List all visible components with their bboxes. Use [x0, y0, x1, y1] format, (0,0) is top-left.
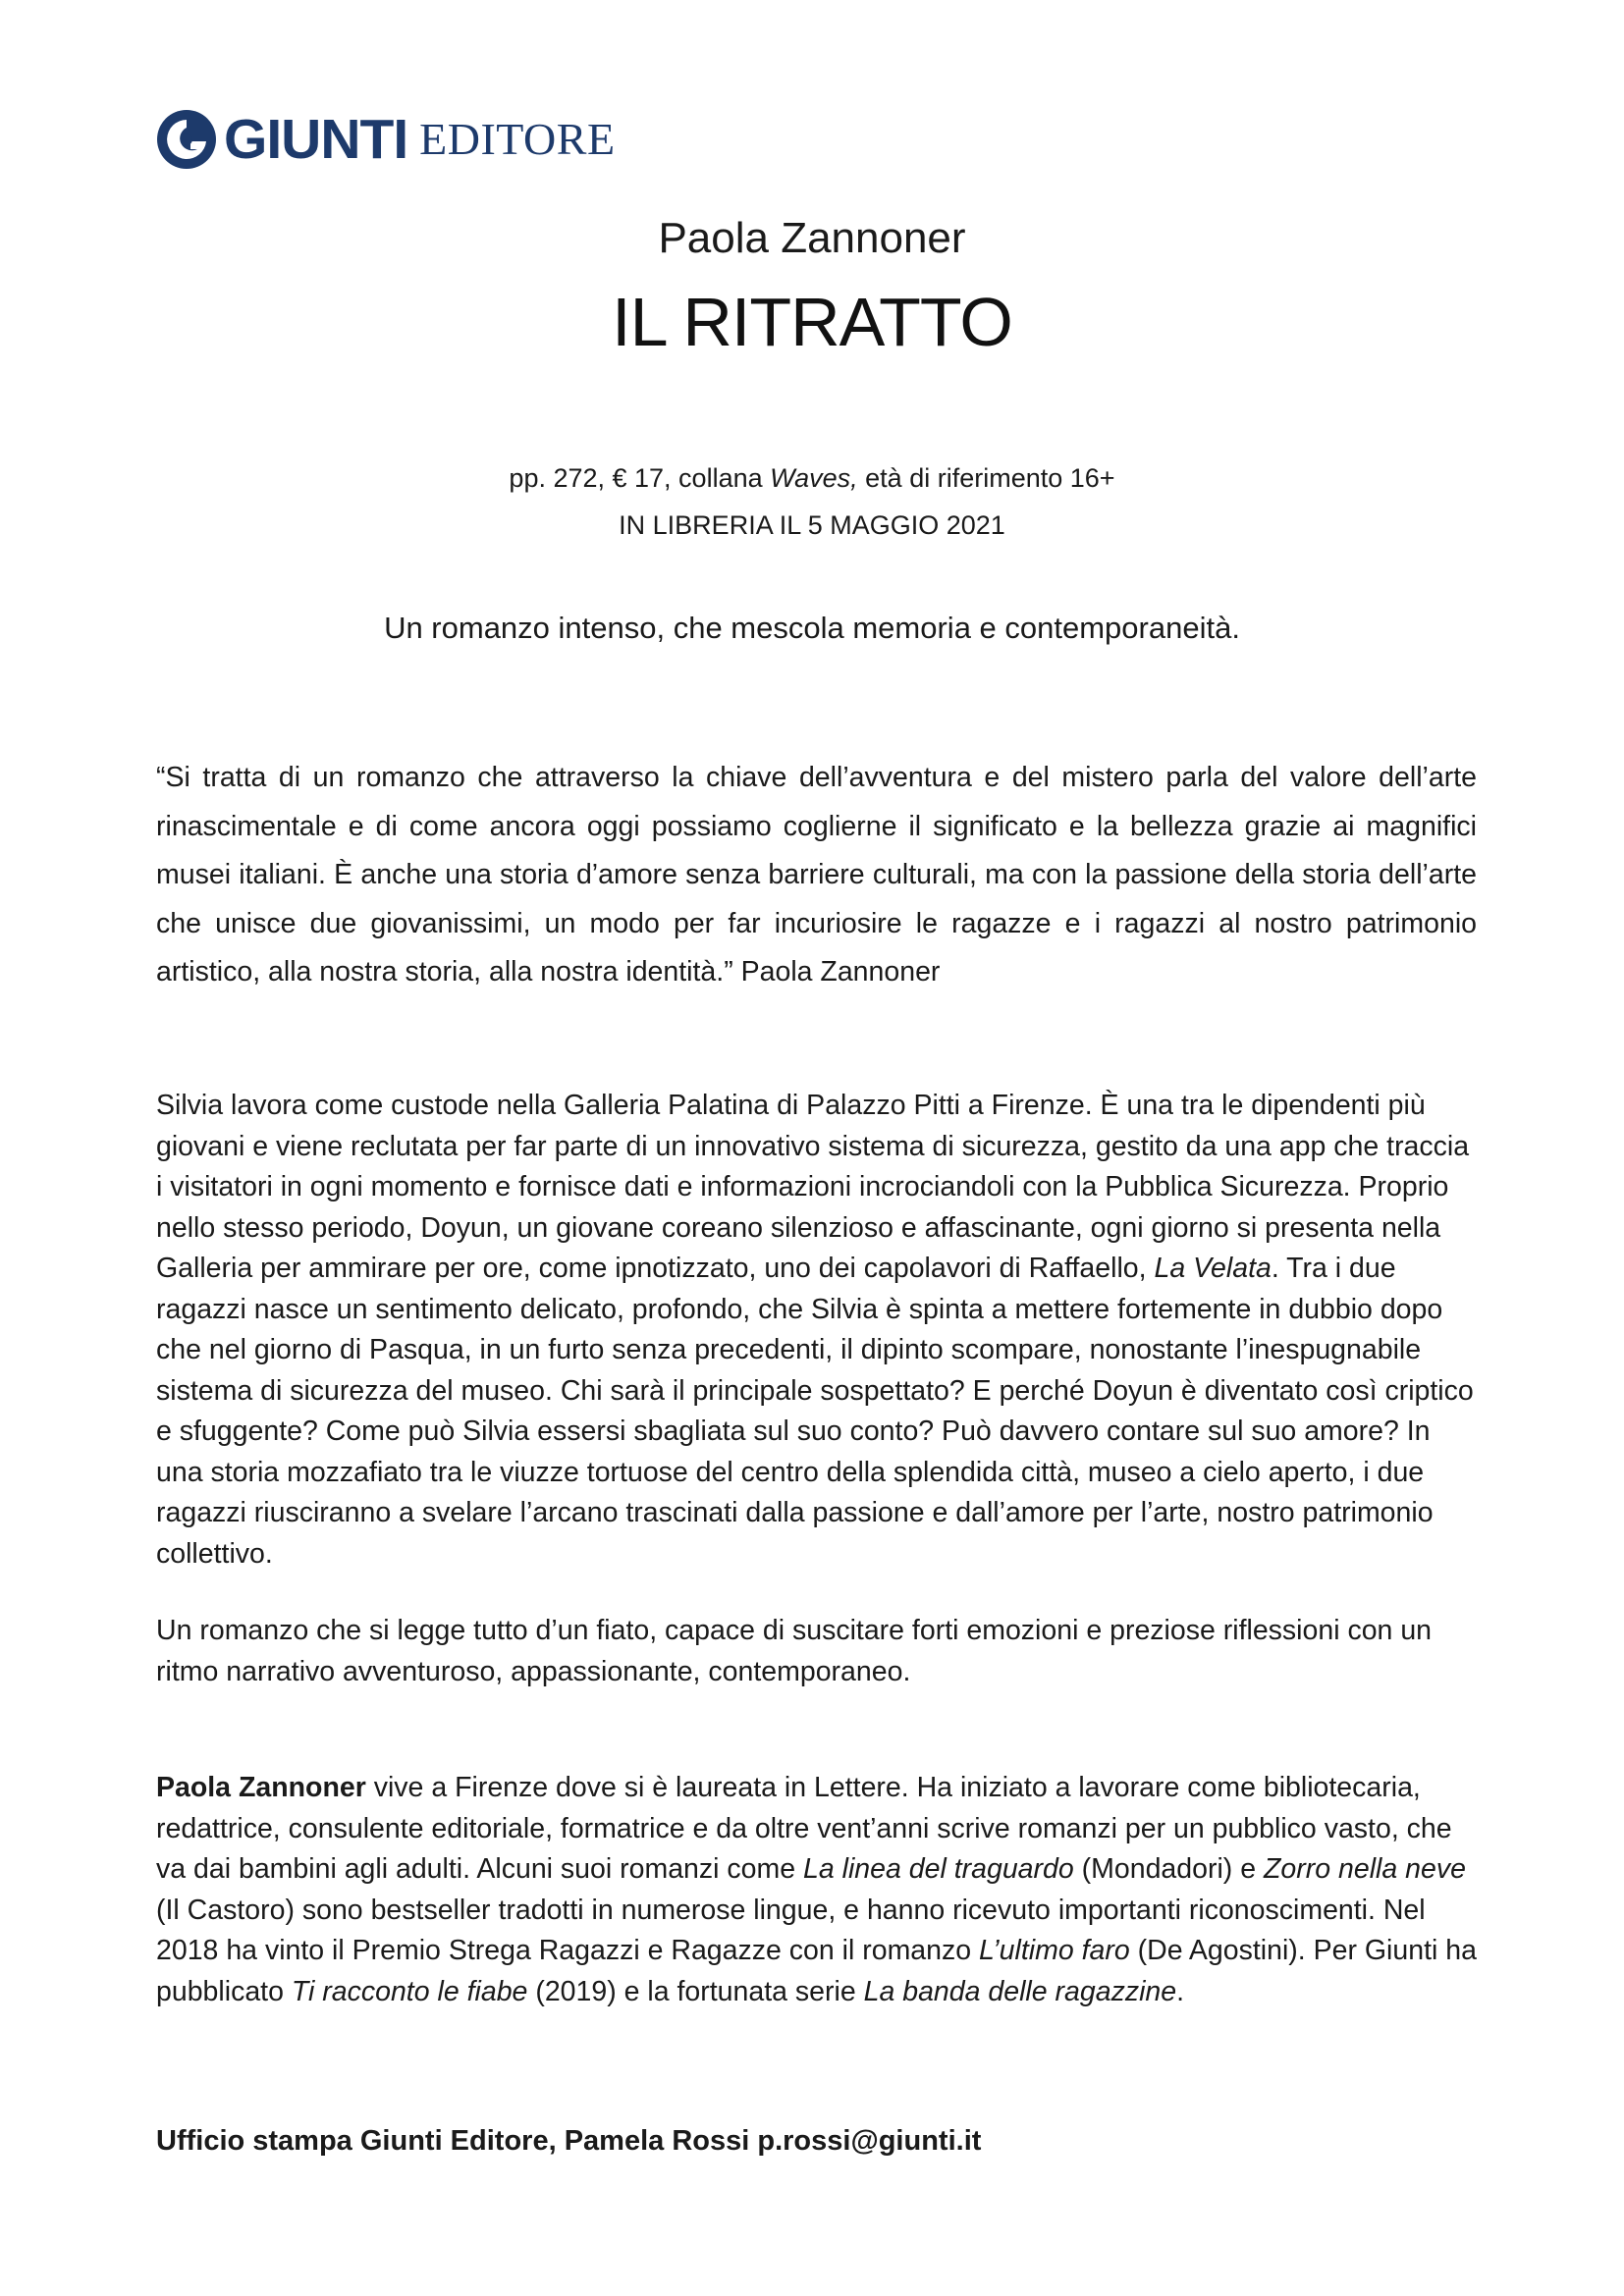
book-details	[0, 463, 1624, 494]
bio-book-title: Zorro nella neve	[1264, 1853, 1466, 1885]
book-author: Paola Zannoner	[658, 214, 966, 262]
book-details-post: età di riferimento 16+	[857, 463, 1115, 493]
press-contact: Ufficio stampa Giunti Editore, Pamela Rossi p.rossi@giunti.it	[156, 2125, 982, 2157]
bio-text: (Il Castoro) sono bestseller tradotti in numerose lingue, e hanno ricevuto importanti riconoscimenti. Nel 2018 ha vinto il Premio Strega Ragazzi e Ragazze con il romanzo	[156, 1894, 1426, 1966]
bio-book-title: L’ultimo faro	[979, 1935, 1130, 1966]
bio-text: (Mondadori) e	[1073, 1853, 1264, 1885]
series-name: Waves,	[770, 463, 858, 493]
bio-author-name: Paola Zannoner	[156, 1772, 366, 1803]
bio-text: (2019) e la fortunata serie	[527, 1975, 864, 2007]
bio-book-title: La banda delle ragazzine	[863, 1975, 1177, 2007]
g-swirl-icon	[155, 108, 218, 171]
bio-text: vive a Firenze dove si è laureata in Lettere. Ha iniziato a lavorare come bibliotecaria, redattrice, consulente editoriale, formatrice e da oltre vent’anni scrive romanzi per un pubblico vasto, che va dai bambini agli adulti. Alcuni suoi romanzi come	[156, 1772, 1452, 1885]
logo-wordmark: GIUNTI	[224, 107, 408, 171]
release-date: IN LIBRERIA IL 5 MAGGIO 2021	[619, 510, 1005, 540]
synopsis-text-1: Silvia lavora come custode nella Galleria Palatina di Palazzo Pitti a Firenze. È una tra le dipendenti più giovani e viene reclutata per far parte di un innovativo sistema di sicurezza, gestito da una app che traccia i visitatori in ogni momento e fornisce dati e informazioni incrociandoli con la Pubblica Sicurezza. Proprio nello stesso periodo, Doyun, un giovane coreano silenzioso e affascinante, ogni giorno si presenta nella Galleria per ammirare per ore, come ipnotizzato, uno dei capolavori di Raffaello,	[156, 1090, 1470, 1284]
author-quote: “Si tratta di un romanzo che attraverso la chiave dell’avventura e del mistero parla del valore dell’arte rinascimentale e di come ancora oggi possiamo coglierne il significato e la bellezza grazie ai magnifici musei italiani. È anche una storia d’amore senza barriere culturali, ma con la passione della storia dell’arte che unisce due giovanissimi, un modo per far incuriosire le ragazze e i ragazzi al nostro patrimonio artistico, alla nostra storia, alla nostra identità.” Paola Zannoner	[156, 762, 1477, 988]
book-title: IL RITRATTO	[612, 284, 1012, 360]
bio-text: (De Agostini). Per Giunti ha pubblicato	[156, 1935, 1477, 2007]
tagline: Un romanzo intenso, che mescola memoria e contemporaneità.	[384, 611, 1240, 645]
closing-paragraph: Un romanzo che si legge tutto d’un fiato, capace di suscitare forti emozioni e preziose riflessioni con un ritmo narrativo avventuroso, appassionante, contemporaneo.	[156, 1615, 1433, 1687]
bio-book-title: La linea del traguardo	[803, 1853, 1074, 1885]
bio-book-title: Ti racconto le fiabe	[291, 1975, 528, 2007]
publisher-logo	[155, 104, 616, 175]
bio-text: .	[1176, 1975, 1185, 2007]
logo-wordmark-secondary: EDITORE	[419, 114, 616, 164]
synopsis-text-2: . Tra i due ragazzi nasce un sentimento delicato, profondo, che Silvia è spinta a mettere fortemente in dubbio dopo che nel giorno di Pasqua, in un furto senza precedenti, il dipinto scompare, nonostante l’inespugnabile sistema di sicurezza del museo. Chi sarà il principale sospettato? E perché Doyun è diventato così criptico e sfuggente? Come può Silvia essersi sbagliata sul suo conto? Può davvero contare sul suo amore? In una storia mozzafiato tra le viuzze tortuose del centro della splendida città, museo a cielo aperto, i due ragazzi riusciranno a svelare l’arcano trascinati dalla passione e dall’amore per l’arte, nostro patrimonio collettivo.	[156, 1253, 1474, 1570]
painting-title: La Velata	[1154, 1253, 1272, 1284]
synopsis	[156, 1086, 1477, 1575]
author-bio	[156, 1768, 1477, 2012]
book-details-pre: pp. 272, € 17, collana	[509, 463, 771, 493]
